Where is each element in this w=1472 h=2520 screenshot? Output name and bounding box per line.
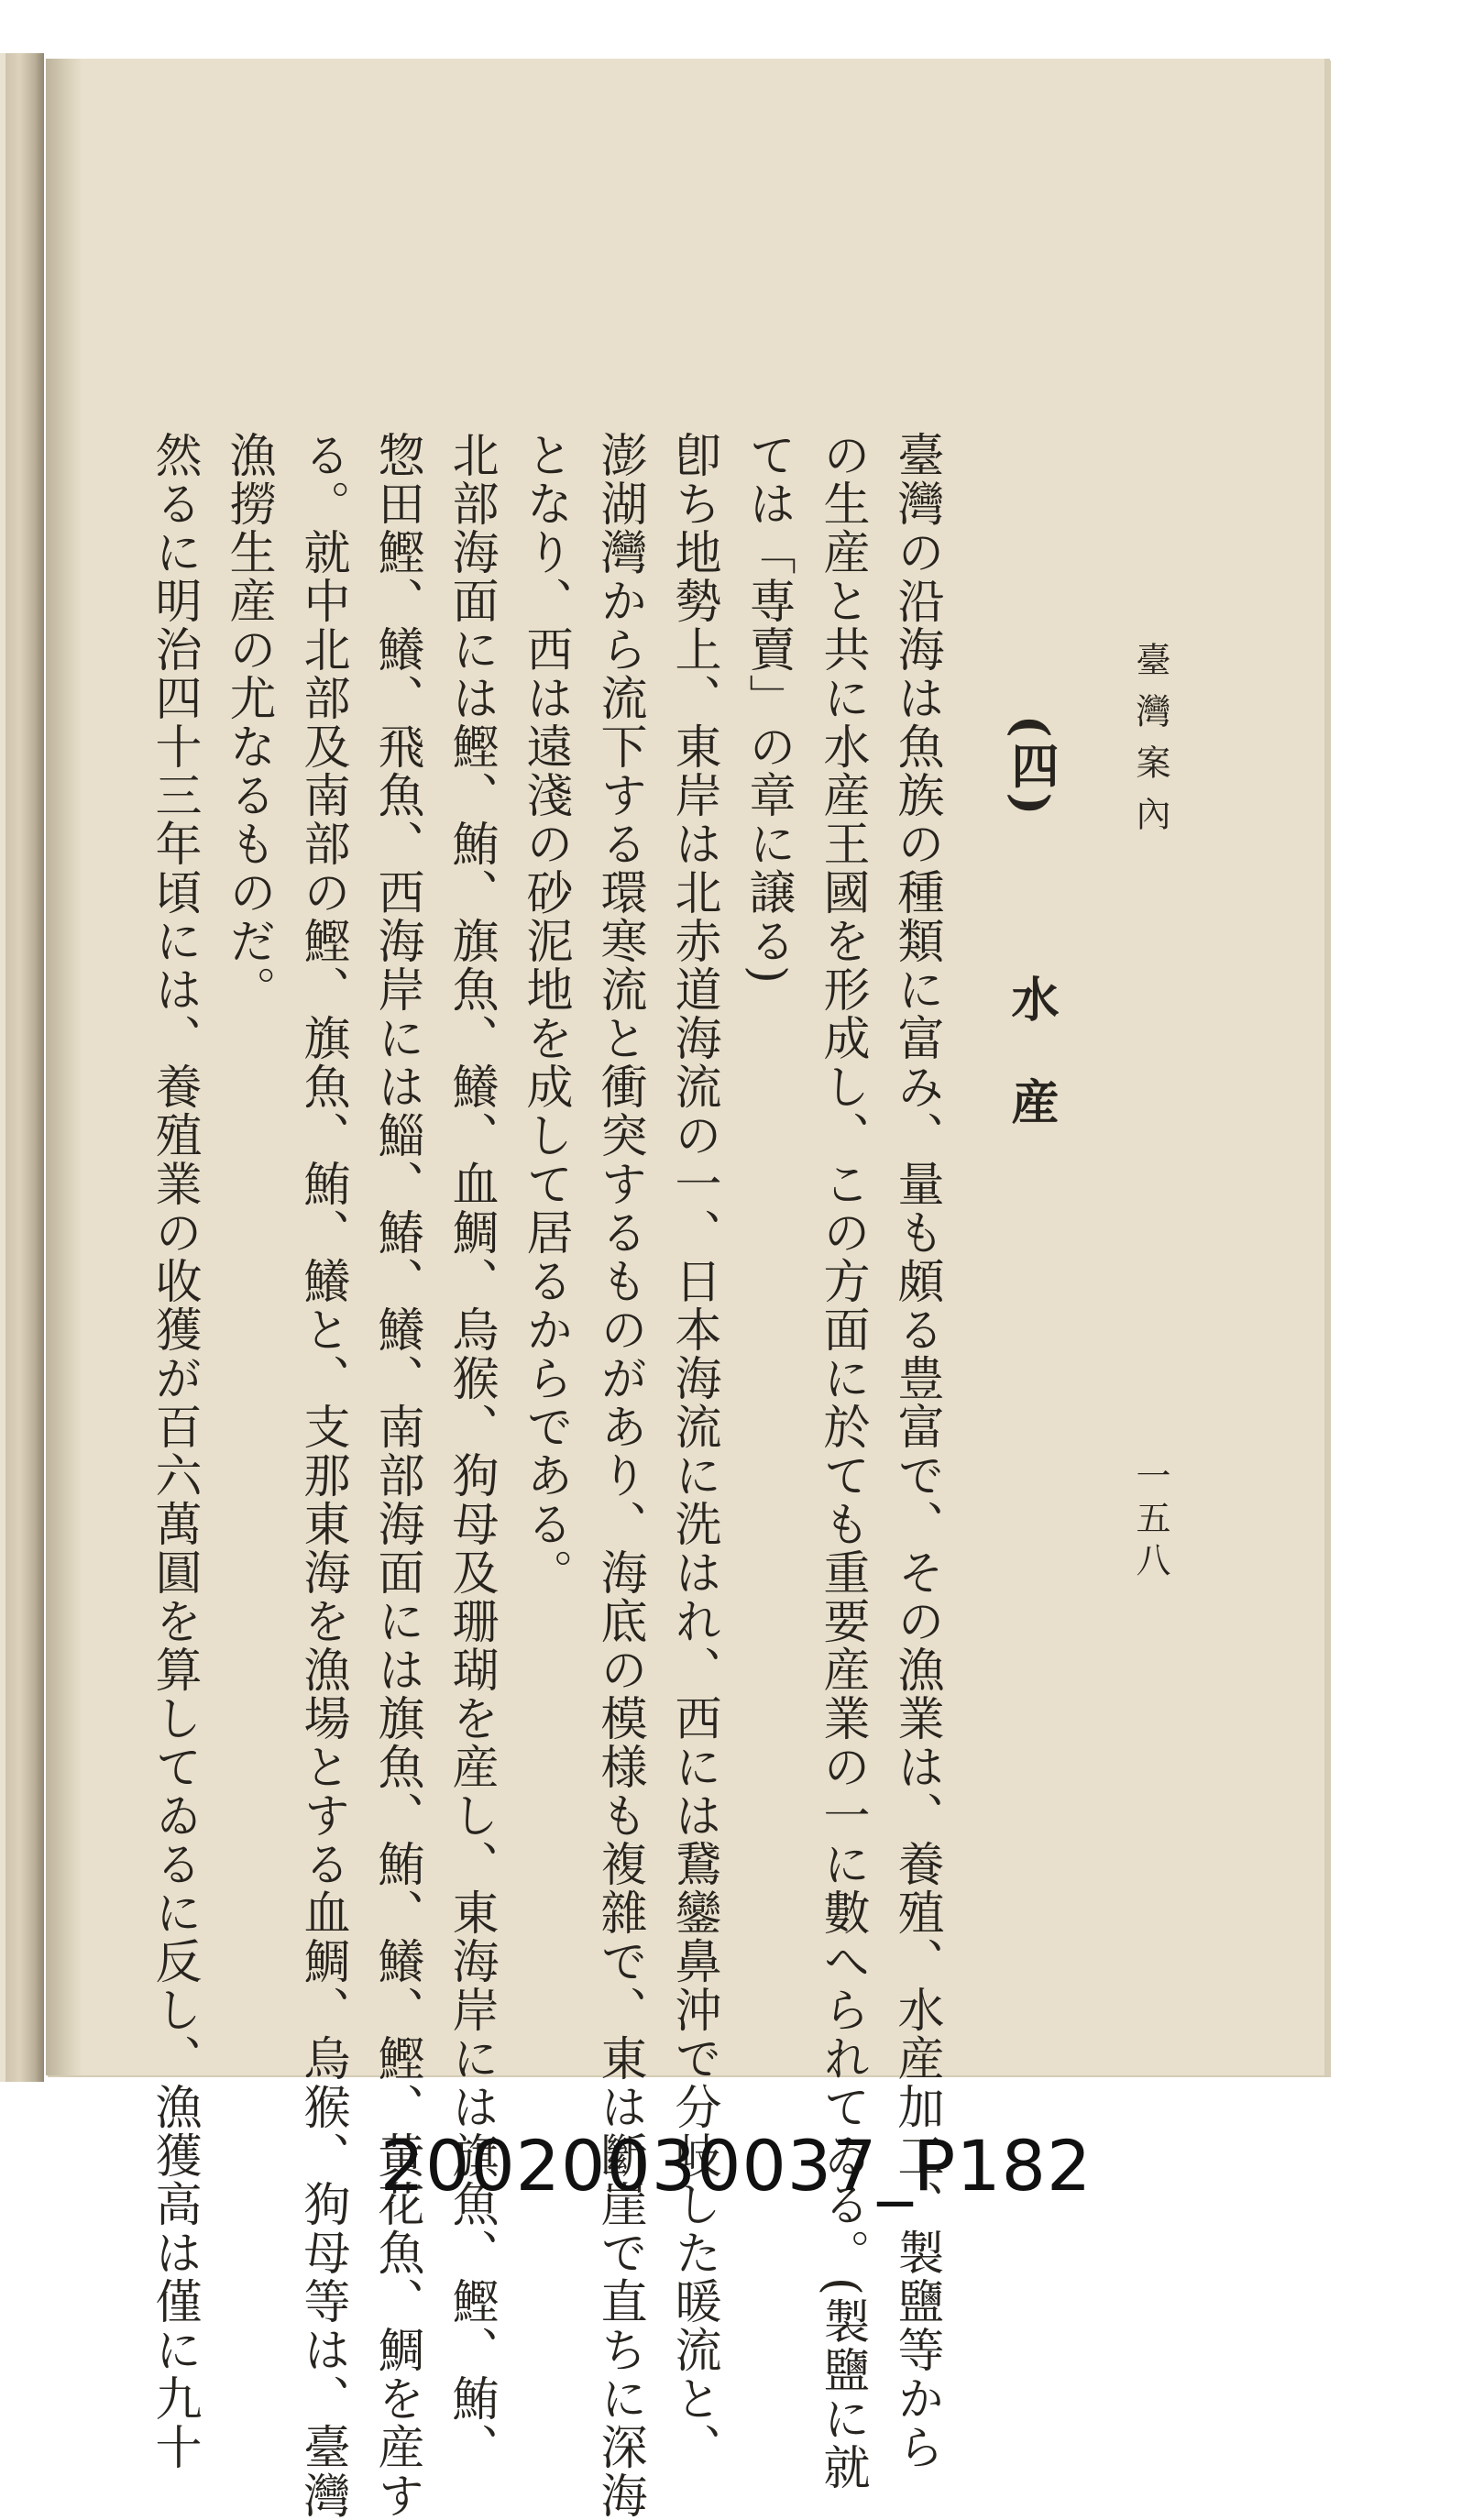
text-column-2: の生産と共に水産王國を形成し、この方面に於ても重要産業の一に數へられてゐる。(製鹽に就 bbox=[815, 431, 869, 2492]
text-column-10: 漁撈生産の尤なるものだ。 bbox=[221, 431, 275, 1014]
page-gutter-shadow bbox=[46, 59, 82, 2075]
text-column-5: 澎湖灣から流下する環寒流と衝突するものがあり、海底の模様も複雜で、東は斷崖で直ちに深海 bbox=[592, 431, 646, 2520]
section-title: 水 産 bbox=[1003, 974, 1059, 1129]
text-column-6: となり、西は遠淺の砂泥地を成して居るからである。 bbox=[518, 431, 572, 1597]
running-header: 臺灣案內 bbox=[1130, 642, 1170, 847]
previous-page-highlight bbox=[0, 53, 5, 2082]
previous-page-edge bbox=[0, 53, 44, 2082]
text-column-1: 臺灣の沿海は魚族の種類に富み、量も頗る豊富で、その漁業は、養殖、水産加工、製鹽等から bbox=[889, 431, 943, 2471]
archive-id-caption: 20020030037_P182 bbox=[379, 2125, 1093, 2206]
page-right-edge bbox=[1324, 59, 1330, 2075]
text-column-11: 然るに明治四十三年頃には、養殖業の收獲が百六萬圓を算してゐるに反し、漁獲高は僅に九十 bbox=[147, 431, 201, 2471]
text-column-3: ては「専賣」の章に譲る) bbox=[741, 431, 795, 985]
text-column-4: 卽ち地勢上、東岸は北赤道海流の一、日本海流に洗はれ、西には鵞鑾鼻沖で分岐した暖流と、 bbox=[666, 431, 720, 2471]
section-heading bbox=[996, 715, 1065, 1128]
page-number: 一五八 bbox=[1130, 1458, 1170, 1584]
text-column-7: 北部海面には鰹、鮪、旗魚、鱶、血鯛、烏猴、狗母及珊瑚を産し、東海岸には旗魚、鰹、鮪、 bbox=[444, 431, 498, 2471]
text-column-8: 惣田鰹、鱶、飛魚、西海岸には鯔、鰆、鱶、南部海面には旗魚、鮪、鱶、鰹、黃花魚、鯛を産す bbox=[369, 431, 423, 2520]
section-number: (四) bbox=[1003, 715, 1059, 820]
text-column-9: る。就中北部及南部の鰹、旗魚、鮪、鱶と、支那東海を漁場とする血鯛、烏猴、狗母等は、臺灣 bbox=[295, 431, 349, 2520]
